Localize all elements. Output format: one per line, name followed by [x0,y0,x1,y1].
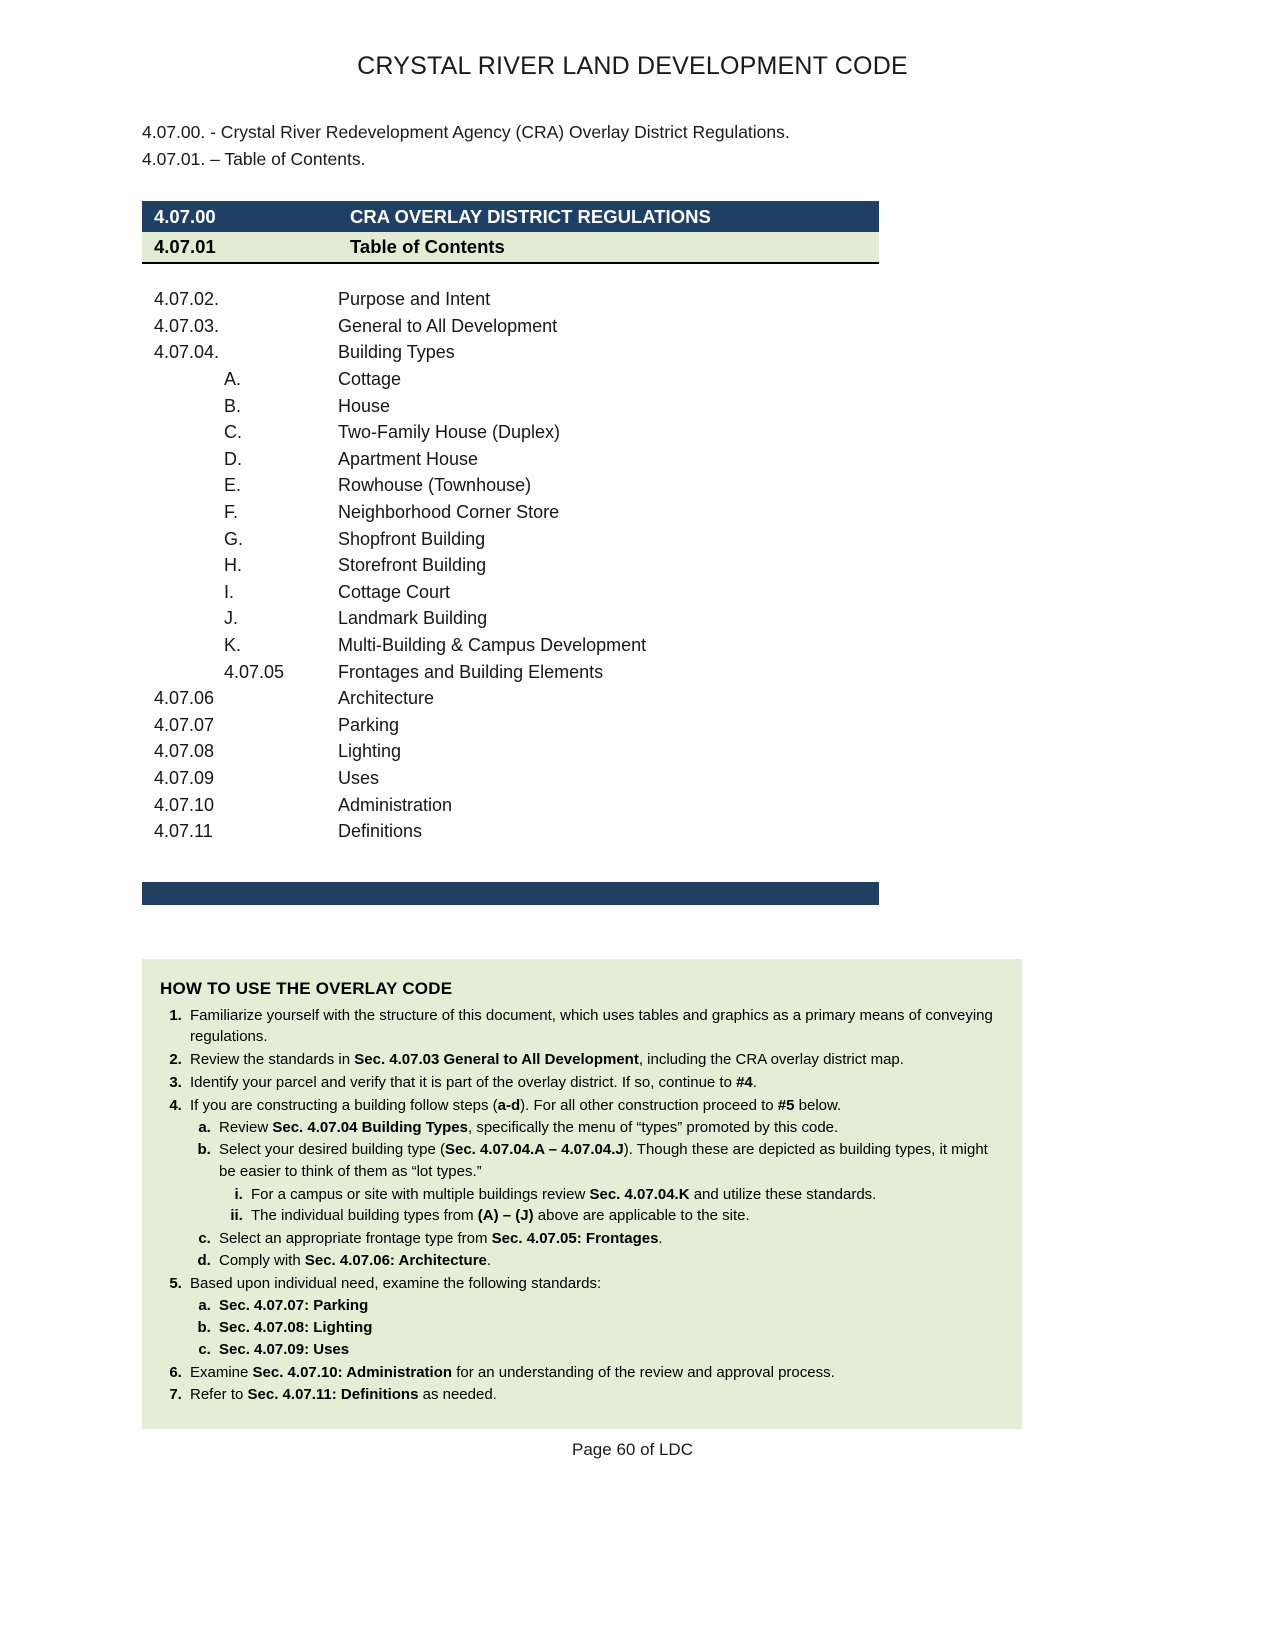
toc-subheader-number: 4.07.01 [154,236,216,258]
list-item [215,1317,996,1339]
item4bi-text-a: For a campus or site with multiple buildings review [251,1185,590,1203]
item4d-text-a: Comply with [219,1251,305,1269]
item4c-text-a: Select an appropriate frontage type from [219,1230,492,1248]
intro-line-1: 4.07.00. - Crystal River Redevelopment Agency (CRA) Overlay District Regulations. [142,122,790,142]
toc-row-number: 4.07.05 [224,661,285,682]
toc-row-label: General to All Development [338,315,558,336]
item4c-ref: Sec. 4.07.05: Frontages [491,1230,659,1248]
table-row [142,659,879,686]
toc-row-label: Definitions [338,821,423,842]
toc-header-title: CRA OVERLAY DISTRICT REGULATIONS [350,205,711,227]
item5c-ref: Sec. 4.07.09: Uses [219,1340,350,1358]
intro-line-2: 4.07.01. – Table of Contents. [142,149,366,170]
toc-row-number: D. [224,448,242,469]
item4d-text-c: . [486,1251,492,1269]
item2-text-a: Review the standards in [190,1051,355,1069]
table-row [142,499,879,526]
toc-row-number: 4.07.08 [154,741,215,762]
list-item [186,1384,996,1406]
page-title: CRYSTAL RIVER LAND DEVELOPMENT CODE [357,52,908,80]
toc-row-label: Cottage Court [338,581,451,602]
item4d-ref: Sec. 4.07.06: Architecture [304,1251,487,1269]
item4b-text-a: Select your desired building type ( [219,1141,445,1159]
item4bii-ref: (A) – (J) [477,1207,534,1225]
toc-row-label: Rowhouse (Townhouse) [338,475,532,496]
table-row [142,738,879,765]
toc-header-number: 4.07.00 [154,205,216,227]
toc-row-label: House [338,395,391,416]
item4-text-a: If you are constructing a building follow steps ( [190,1096,498,1114]
list-item [247,1184,996,1206]
list-item [186,1072,996,1094]
list-item [215,1117,996,1139]
item5-text: Based upon individual need, examine the following standards: [190,1274,602,1292]
item4bii-text-c: above are applicable to the site. [533,1207,750,1225]
item2-text-c: , including the CRA overlay district map. [638,1051,904,1069]
toc-row-number: 4.07.10 [154,794,215,815]
toc-row-number: C. [224,422,242,443]
list-item [186,1005,996,1049]
toc-row-label: Purpose and Intent [338,289,491,310]
item3-text-c: . [752,1073,757,1091]
table-row [142,685,879,712]
toc-row-label: Neighborhood Corner Store [338,502,560,522]
item5b-ref: Sec. 4.07.08: Lighting [219,1319,373,1337]
item1-text: Familiarize yourself with the structure of this document, which uses tables and graphics as a primary means of conveying regulations. [190,1006,993,1046]
how-to-use-panel [142,959,1022,1430]
toc-row-number: H. [224,555,242,576]
toc-row-number: J. [224,608,239,629]
list-item [186,1095,996,1272]
table-row [142,313,879,340]
table-row [142,286,879,313]
table-row [142,366,879,393]
table-row [142,339,879,366]
page-footer: Page 60 of LDC [572,1440,693,1459]
toc-row-number: 4.07.03. [154,315,220,336]
table-row [142,472,879,499]
toc-row-number: K. [224,634,242,655]
item4c-text-c: . [658,1230,663,1248]
table-row [142,446,879,473]
list-item [215,1139,996,1227]
toc-row-label: Architecture [338,688,435,709]
toc-row-number: 4.07.09 [154,767,215,788]
table-row [142,419,879,446]
list-item [186,1273,996,1361]
list-item [186,1049,996,1071]
item7-ref: Sec. 4.07.11: Definitions [247,1386,419,1404]
table-row [142,526,879,553]
toc-row-label: Administration [338,794,453,815]
table-of-contents [142,201,879,844]
item4-text-e: below. [794,1096,842,1114]
toc-row-label: Multi-Building & Campus Development [338,634,647,655]
item4bi-ref: Sec. 4.07.04.K [589,1185,690,1203]
toc-row-number: 4.07.11 [154,821,213,842]
table-row [142,552,879,579]
table-row [142,579,879,606]
toc-row-label: Shopfront Building [338,528,486,549]
toc-row-label: Cottage [338,369,402,390]
list-item [215,1339,996,1361]
toc-row-label: Storefront Building [338,555,487,576]
item3-text-a: Identify your parcel and verify that it is part of the overlay district. If so, continue to [190,1073,737,1091]
toc-row-number: G. [224,528,244,549]
toc-row-label: Landmark Building [338,608,488,629]
list-item [186,1362,996,1384]
item6-ref: Sec. 4.07.10: Administration [252,1363,453,1381]
toc-row-label: Apartment House [338,448,479,469]
table-row [142,605,879,632]
item4bii-text-a: The individual building types from [251,1207,478,1225]
how-to-use-sublist-5 [190,1295,996,1360]
toc-subheader-title: Table of Contents [350,236,505,258]
table-row [142,792,879,819]
toc-row-label: Lighting [338,741,402,762]
item4-ref-steps: a-d [497,1096,521,1114]
intro-block [142,119,1265,173]
toc-row-label: Two-Family House (Duplex) [338,422,561,443]
list-item [215,1250,996,1272]
item2-ref: Sec. 4.07.03 General to All Development [354,1051,639,1069]
item4bi-text-c: and utilize these standards. [689,1185,877,1203]
item4-text-c: ). For all other construction proceed to [520,1096,778,1114]
table-row [142,712,879,739]
toc-row-label: Building Types [338,342,455,363]
toc-row-number: A. [224,369,242,390]
toc-footer-band [142,882,879,905]
toc-row-number: B. [224,395,242,416]
toc-row-number: 4.07.06 [154,688,215,709]
toc-header-band [142,201,879,232]
item6-text-a: Examine [190,1363,253,1381]
item4b-ref: Sec. 4.07.04.A – 4.07.04.J [444,1141,624,1159]
item7-text-a: Refer to [190,1386,248,1404]
list-item [215,1228,996,1250]
how-to-use-sublist-4b [219,1184,996,1228]
toc-row-number: 4.07.04. [154,342,220,363]
table-row [142,765,879,792]
toc-row-label: Uses [338,767,380,788]
toc-row-number: F. [224,502,239,522]
toc-row-number: E. [224,475,242,496]
table-row [142,393,879,420]
toc-row-label: Parking [338,714,400,735]
list-item [247,1205,996,1227]
item4-ref-five: #5 [777,1096,795,1114]
item3-ref: #4 [736,1073,753,1091]
item7-text-c: as needed. [418,1386,497,1404]
item4a-text-c: , specifically the menu of “types” promoted by this code. [468,1119,839,1137]
item6-text-c: for an understanding of the review and approval process. [452,1363,835,1381]
how-to-use-list [160,1005,996,1407]
toc-rows [142,286,879,844]
item5a-ref: Sec. 4.07.07: Parking [219,1297,369,1315]
table-row [142,818,879,845]
item4a-ref: Sec. 4.07.04 Building Types [272,1119,468,1137]
toc-row-number: 4.07.02. [154,289,220,310]
toc-row-label: Frontages and Building Elements [338,661,604,682]
toc-subheader-band [142,232,879,264]
list-item [215,1295,996,1317]
table-row [142,632,879,659]
toc-row-number: I. [224,581,235,602]
how-to-use-title: HOW TO USE THE OVERLAY CODE [160,978,453,998]
item4a-text-a: Review [219,1119,273,1137]
item4b-text-c: ). Though these are depicted as building types, it might be easier to think of them as “lot types.” [219,1141,988,1180]
toc-row-number: 4.07.07 [154,714,215,735]
how-to-use-sublist-4 [190,1117,996,1271]
